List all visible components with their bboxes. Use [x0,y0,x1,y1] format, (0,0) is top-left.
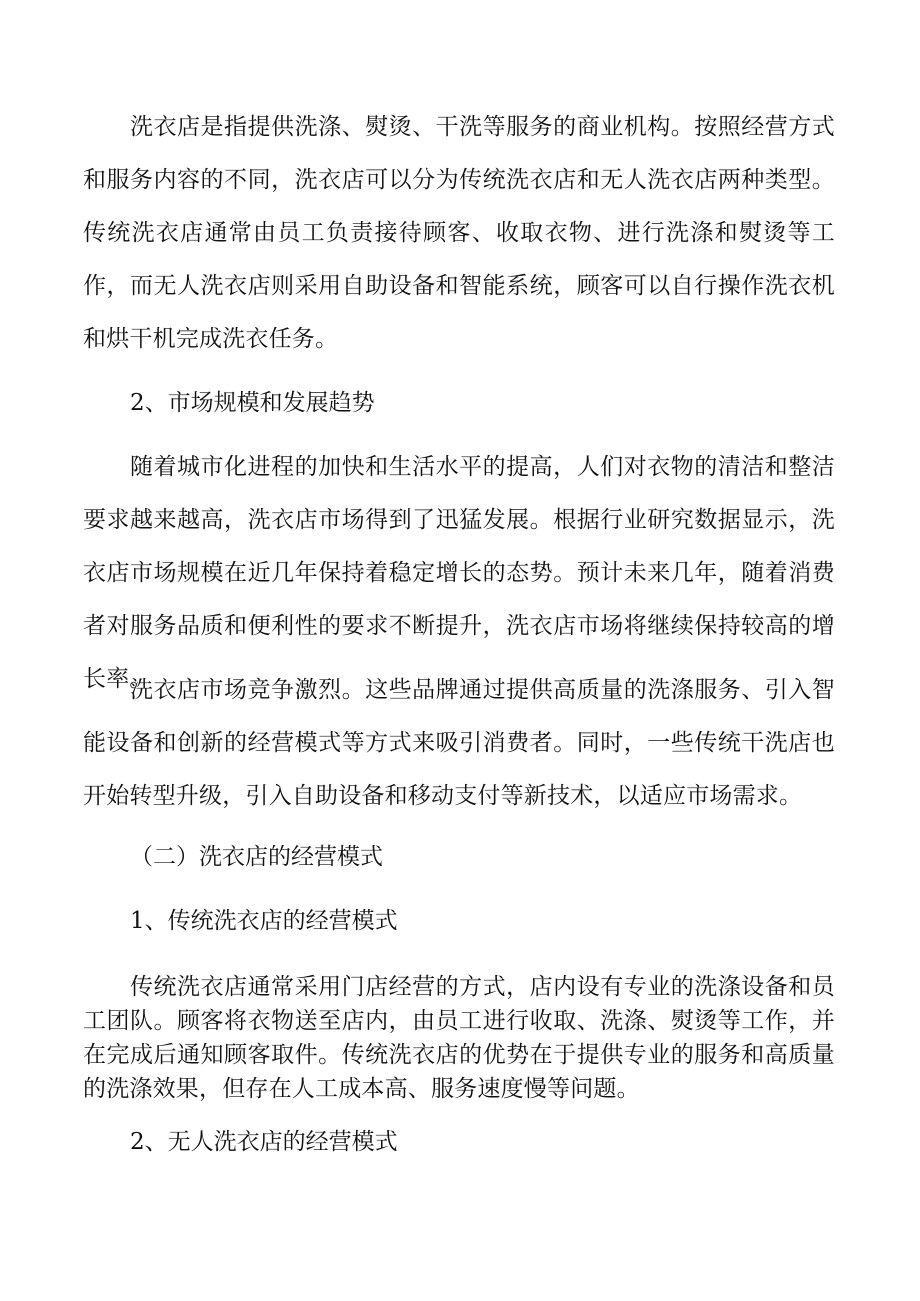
heading-market-trend: 2、市场规模和发展趋势 [130,390,375,416]
heading-business-models: （二）洗衣店的经营模式 [130,844,383,870]
traditional-model-paragraph: 传统洗衣店通常采用门店经营的方式，店内设有专业的洗涤设备和员工团队。顾客将衣物送至店内，由员工进行收取、洗涤、熨烫等工作，并在完成后通知顾客取件。传统洗衣店的优势在于提供专业的服务和高质量的洗涤效果，但存在人工成本高、服务速度慢等问题。 [83,974,835,1102]
intro-paragraph: 洗衣店是指提供洗涤、熨烫、干洗等服务的商业机构。按照经营方式和服务内容的不同，洗衣店可以分为传统洗衣店和无人洗衣店两种类型。传统洗衣店通常由员工负责接待顾客、收取衣物、进行洗涤和熨烫等工作，而无人洗衣店则采用自助设备和智能系统，顾客可以自行操作洗衣机和烘干机完成洗衣任务。 [83,114,835,352]
heading-unmanned-model: 2、无人洗衣店的经营模式 [130,1129,398,1155]
market-growth-paragraph: 随着城市化进程的加快和生活水平的提高，人们对衣物的清洁和整洁要求越来越高，洗衣店市场得到了迅猛发展。根据行业研究数据显示，洗衣店市场规模在近几年保持着稳定增长的态势。预计未来几年，随着消费者对服务品质和便利性的要求不断提升，洗衣店市场将继续保持较高的增长率。 [83,454,835,692]
competition-paragraph: 洗衣店市场竞争激烈。这些品牌通过提供高质量的洗涤服务、引入智能设备和创新的经营模式等方式来吸引消费者。同时，一些传统干洗店也开始转型升级，引入自助设备和移动支付等新技术，以适应市场需求。 [83,677,835,809]
heading-traditional-model: 1、传统洗衣店的经营模式 [130,908,398,934]
